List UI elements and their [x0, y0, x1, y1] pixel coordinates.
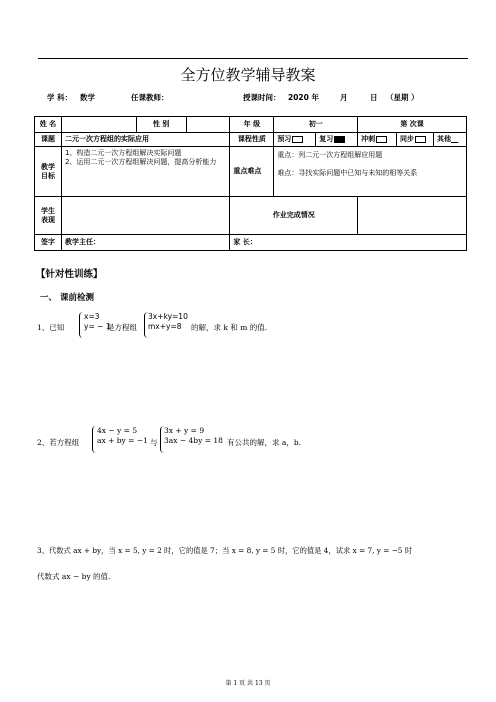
teacher-label: 任课教师：: [131, 93, 169, 102]
question-1-given-eq2: y= − 1: [84, 322, 111, 332]
time-label: 授课时间：: [243, 93, 281, 102]
option-review[interactable]: [316, 133, 358, 147]
weekday: （星期 ）: [386, 93, 419, 102]
question-2-a-eq2: ax + by = −1: [97, 436, 148, 446]
question-2-suffix: 有公共的解，求 a，b.: [227, 438, 302, 447]
key-difficulty-label: 重点难点: [230, 147, 274, 197]
month: 月: [340, 93, 348, 102]
question-2-b-eq2: 3ax − 4by = 18: [164, 436, 223, 446]
option-sync-label: 同步: [400, 135, 415, 144]
topic-label: 课题: [35, 133, 62, 147]
question-3-line-1: 3、代数式 ax + by，当 x = 5, y = 2 时，它的值是 7；当 x = 8, y = 5 时，它的值是 4，试求 x = 7, y = −5 时: [37, 546, 413, 555]
option-sprint-label: 冲刺: [361, 135, 376, 144]
name-cell: [61, 117, 136, 133]
option-sync[interactable]: [397, 133, 434, 147]
subject-label: 学 科：: [47, 93, 73, 102]
student-performance-label: 学生表现: [35, 197, 62, 235]
brace-icon: [92, 426, 96, 453]
question-2-prefix: 2、若方程组: [37, 438, 80, 447]
question-3-line-2: 代数式 ax − by 的值.: [37, 572, 111, 581]
option-review-label: 复习: [319, 135, 334, 144]
question-1-suffix: 的解，求 k 和 m 的值.: [191, 323, 268, 332]
question-2-mid: 与: [150, 438, 158, 447]
topic-value: 二元一次方程组的实际应用: [61, 133, 229, 147]
student-performance-cell: [61, 197, 229, 235]
option-other[interactable]: [433, 133, 466, 147]
lesson-number: 第 次课: [358, 117, 467, 133]
parent-signature: 家 长：: [230, 235, 467, 251]
checked-checkbox-icon[interactable]: [334, 136, 345, 143]
teaching-goal-label: 教学目标: [35, 147, 62, 197]
director-signature: 教学主任：: [61, 235, 229, 251]
grade-label: 年 级: [230, 117, 274, 133]
difficulty-point: 难点：寻找实际问题中已知与未知的相等关系: [277, 168, 418, 177]
question-1-mid: 是方程组: [107, 323, 137, 332]
gender-cell: [186, 117, 230, 133]
goal-item-2: 2、运用二元一次方程组解决问题，提高分析能力: [64, 157, 217, 166]
teaching-goals: [61, 147, 229, 197]
page-footer: 第 1 页 共 13 页: [225, 680, 271, 687]
option-sprint[interactable]: [358, 133, 397, 147]
question-2-system-b: [164, 426, 223, 446]
section-heading-pretest: 一、 课前检测: [40, 293, 94, 303]
question-2-a-eq1: 4x − y = 5: [97, 426, 138, 435]
option-preview-label: 预习: [277, 135, 292, 144]
header-rule: [38, 58, 468, 59]
grade-value: 初一: [274, 117, 358, 133]
question-1-prefix: 1、已知: [37, 323, 65, 332]
question-2-b-eq1: 3x + y = 9: [164, 426, 205, 435]
option-other-label: 其他: [436, 135, 451, 144]
homework-cell: [358, 197, 467, 235]
option-preview[interactable]: [274, 133, 316, 147]
course-nature-label: 课程性质: [230, 133, 274, 147]
brace-icon: [79, 312, 83, 338]
question-1-given-eq1: x=3: [84, 312, 100, 321]
year: 2020 年: [288, 93, 319, 102]
document-title: 全方位教学辅导教案: [180, 66, 316, 84]
lesson-info-table: [34, 116, 467, 251]
key-point: 重点：列二元一次方程组解应用题: [277, 151, 383, 159]
question-2-system-a: [97, 426, 148, 446]
question-1-target-eq2: mx+y=8: [148, 322, 182, 332]
subject-value: 数学: [80, 93, 95, 102]
question-1-target-eq1: 3x+ky=10: [148, 312, 188, 321]
name-label: 姓 名: [35, 117, 62, 133]
checkbox-icon[interactable]: [415, 136, 426, 143]
goal-item-1: 1、构造二元一次方程组解决实际问题: [64, 149, 182, 157]
key-difficulty-cell: [274, 147, 467, 197]
signature-label: 签字: [35, 235, 62, 251]
section-header: 【针对性训练】: [36, 269, 103, 280]
checkbox-icon[interactable]: [292, 136, 303, 143]
gender-label: 性 别: [136, 117, 186, 133]
day: 日: [370, 93, 378, 102]
question-1-target-system: [148, 312, 188, 332]
homework-label: 作业完成情况: [230, 197, 358, 235]
checkbox-icon[interactable]: [376, 136, 387, 143]
